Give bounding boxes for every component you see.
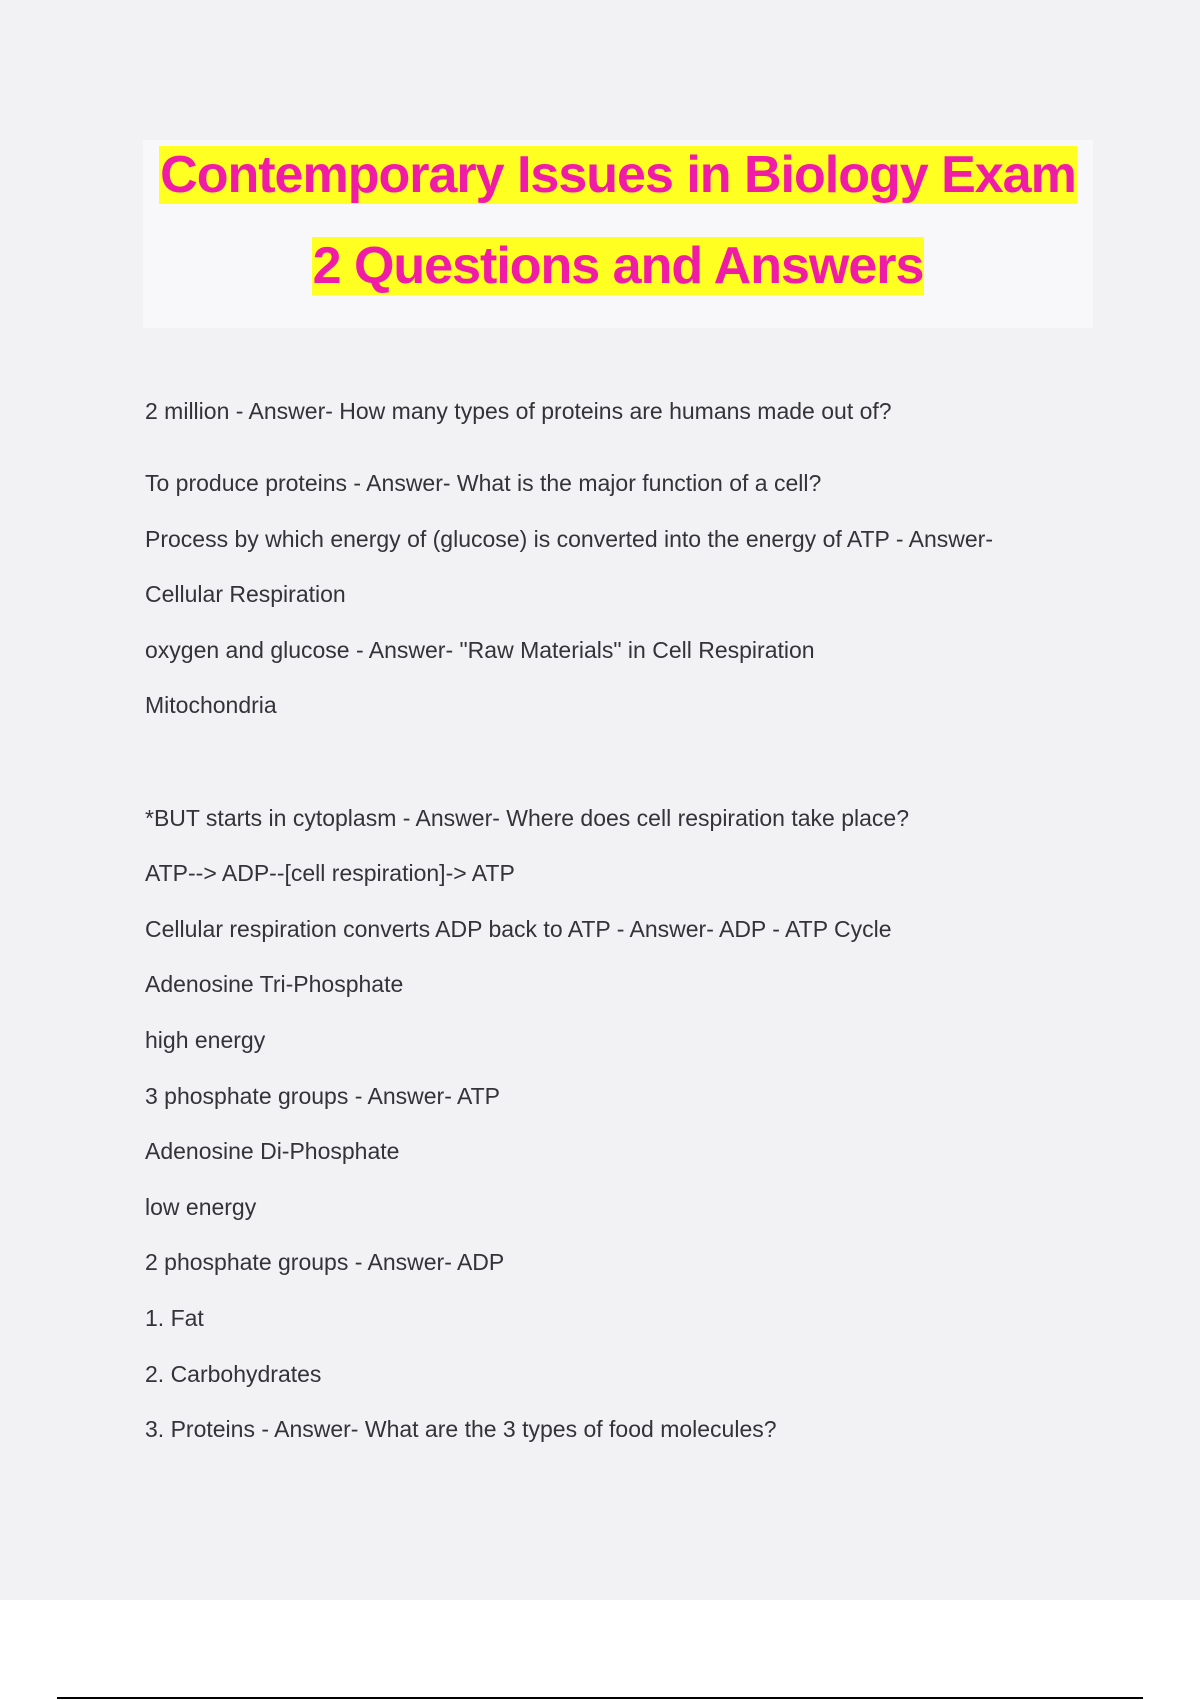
qa-line: Cellular Respiration — [145, 581, 346, 607]
title-line-1-text: Contemporary Issues in Biology Exam — [160, 146, 1076, 204]
qa-line: Adenosine Di-Phosphate — [145, 1138, 400, 1164]
qa-line: ATP--> ADP--[cell respiration]-> ATP — [145, 860, 515, 886]
qa-line: Cellular respiration converts ADP back to ATP - Answer- ADP - ATP Cycle — [145, 916, 892, 942]
title-line-2-text: 2 Questions and Answers — [312, 237, 924, 295]
qa-line: 3. Proteins - Answer- What are the 3 types of food molecules? — [145, 1416, 777, 1442]
qa-line: low energy — [145, 1194, 257, 1220]
qa-line: 1. Fat — [145, 1305, 204, 1331]
qa-line: Mitochondria — [145, 692, 277, 718]
qa-line: 2 phosphate groups - Answer- ADP — [145, 1249, 505, 1275]
title-line-1 — [143, 145, 1093, 205]
title-block — [143, 140, 1093, 328]
qa-line: Adenosine Tri-Phosphate — [145, 971, 404, 997]
qa-line: *BUT starts in cytoplasm - Answer- Where does cell respiration take place? — [145, 805, 909, 831]
qa-line: high energy — [145, 1027, 266, 1053]
title-line-2 — [143, 236, 1093, 296]
qa-line: To produce proteins - Answer- What is the major function of a cell? — [145, 470, 822, 496]
qa-line: 2 million - Answer- How many types of proteins are humans made out of? — [145, 398, 892, 424]
qa-line: Process by which energy of (glucose) is converted into the energy of ATP - Answer- — [145, 526, 994, 552]
qa-line: 2. Carbohydrates — [145, 1361, 322, 1387]
qa-line: 3 phosphate groups - Answer- ATP — [145, 1083, 500, 1109]
page-bottom-rule — [57, 1697, 1143, 1699]
qa-line: oxygen and glucose - Answer- "Raw Materials" in Cell Respiration — [145, 637, 815, 663]
